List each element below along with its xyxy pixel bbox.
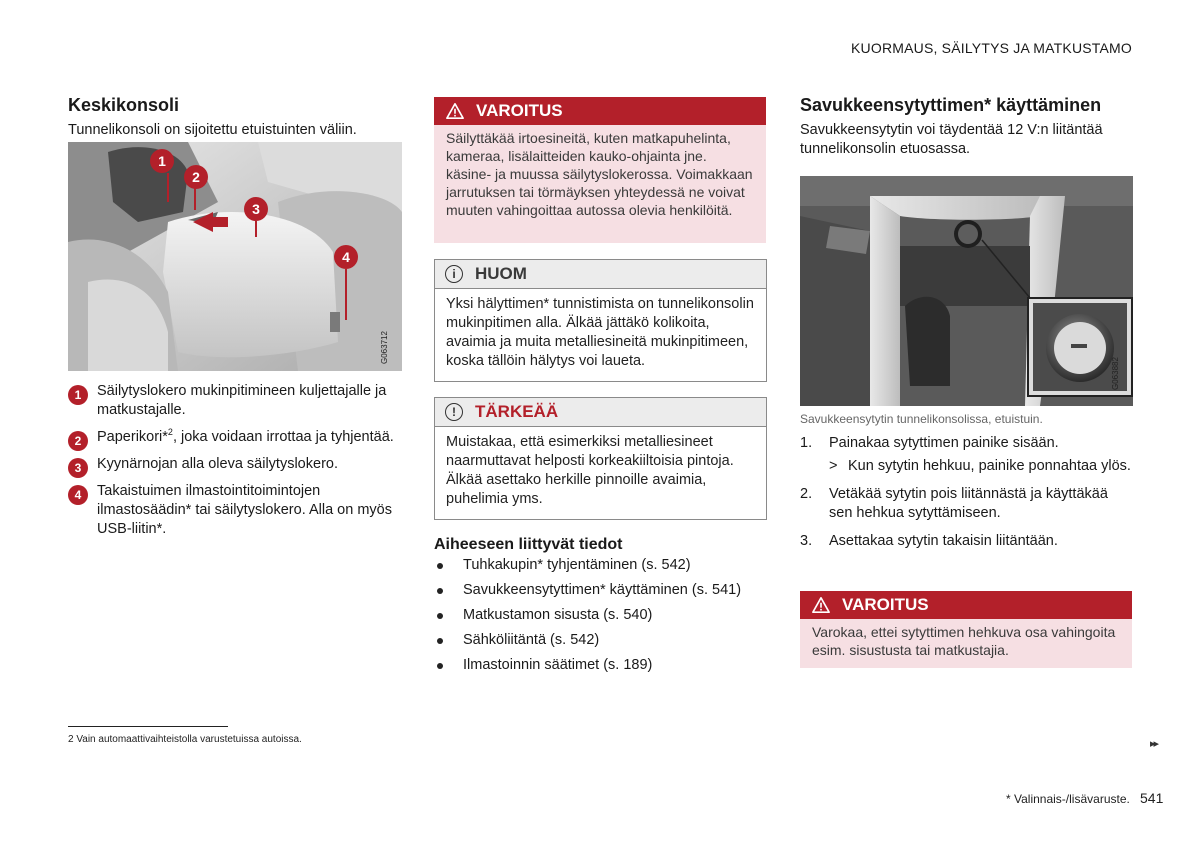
info-circle-icon: i	[445, 265, 463, 283]
footnote-ref: 2	[167, 427, 173, 438]
related-info-list	[434, 556, 764, 681]
next-page-icon[interactable]: ▸▸	[1150, 738, 1158, 750]
section-intro: Tunnelikonsoli on sijoitettu etuistuinten väliin.	[68, 122, 357, 138]
related-info-title: Aiheeseen liittyvät tiedot	[434, 536, 623, 553]
note-label: HUOM	[475, 264, 527, 283]
warning-label: VAROITUS	[476, 101, 563, 120]
number-badge: 2	[68, 431, 88, 451]
related-link[interactable]: Matkustamon sisusta (s. 540)	[434, 606, 764, 625]
image-code: G063712	[380, 331, 389, 364]
step-number: 3.	[800, 533, 813, 549]
cigarette-lighter-photo	[800, 176, 1133, 406]
step-number: 2.	[800, 486, 813, 502]
callout-3: 3	[244, 197, 268, 221]
footnote: 2 Vain automaattivaihteistolla varustetuissa autoissa.	[68, 734, 302, 745]
list-item: 1 Säilytyslokero mukinpitimineen kuljettajalle ja matkustajalle.	[68, 382, 404, 420]
callout-2: 2	[184, 165, 208, 189]
list-item: 3 Kyynärnojan alla oleva säilytyslokero.	[68, 455, 404, 474]
warning-label: VAROITUS	[842, 595, 929, 614]
number-badge: 3	[68, 458, 88, 478]
result-marker: >	[829, 458, 838, 474]
callout-1: 1	[150, 149, 174, 173]
related-link[interactable]: Savukkeensytyttimen* käyttäminen (s. 541)	[434, 581, 764, 600]
warning-box-lighter	[800, 591, 1132, 668]
callout-4: 4	[334, 245, 358, 269]
chapter-title: KUORMAUS, SÄILYTYS JA MATKUSTAMO	[851, 40, 1132, 56]
note-box	[434, 259, 767, 382]
related-link[interactable]: Ilmastoinnin säätimet (s. 189)	[434, 656, 764, 675]
section-intro-lighter: Savukkeensytytin voi täydentää 12 V:n liitäntää tunnelikonsolin etuosassa.	[800, 122, 1103, 157]
warning-triangle-icon	[446, 102, 464, 120]
component-list	[68, 382, 404, 547]
related-link[interactable]: Sähköliitäntä (s. 542)	[434, 631, 764, 650]
image-code: G063882	[1111, 357, 1120, 390]
image-caption: Savukkeensytytin tunnelikonsolissa, etuistuin.	[800, 412, 1043, 426]
page-number: 541	[1140, 790, 1164, 806]
important-text: Muistakaa, että esimerkiksi metalliesineet naarmuttavat helposti korkeakiiltoisia pintoja. Älkää asettako herkille pinnoille avaimia, puhelimia yms.	[435, 426, 766, 518]
note-text: Yksi hälyttimen* tunnistimista on tunnelikonsolin mukinpitimen alla. Älkää jättäkö kolikoita, avaimia ja muita metalliesineitä mukinpitimeen, koska tällöin hälytys voi laueta.	[435, 288, 766, 380]
step-item: 1. Painakaa sytyttimen painike sisään. > Kun sytytin hehkuu, painike ponnahtaa ylös.	[800, 435, 1131, 474]
warning-text: Varokaa, ettei sytyttimen hehkuva osa vahingoita esim. sisustusta tai matkustajia.	[812, 624, 1116, 658]
cigarette-lighter-illustration	[800, 176, 1133, 406]
important-header	[435, 398, 766, 426]
step-item: 3. Asettakaa sytytin takaisin liitäntään.	[800, 533, 1058, 549]
number-badge: 1	[68, 385, 88, 405]
important-label: TÄRKEÄÄ	[475, 402, 559, 421]
footnote-divider	[68, 726, 228, 727]
optional-equipment-note: * Valinnais-/lisävaruste.	[1006, 792, 1130, 806]
step-number: 1.	[800, 435, 813, 451]
section-title-center-console: Keskikonsoli	[68, 95, 180, 115]
important-box	[434, 397, 767, 520]
section-title-cigarette-lighter: Savukkeensytyttimen* käyttäminen	[800, 95, 1102, 115]
warning-header	[434, 97, 766, 125]
list-item: 2 Paperikori*$^2$, joka voidaan irrottaa ja tyhjentää.	[68, 428, 404, 447]
warning-header	[800, 591, 1132, 619]
related-link[interactable]: Tuhkakupin* tyhjentäminen (s. 542)	[434, 556, 764, 575]
note-header	[435, 260, 766, 288]
step-result: > Kun sytytin hehkuu, painike ponnahtaa ylös.	[829, 458, 1131, 474]
exclamation-circle-icon: !	[445, 403, 463, 421]
warning-triangle-icon	[812, 596, 830, 614]
center-console-photo	[68, 142, 402, 371]
warning-text: Säilyttäkää irtoesineitä, kuten matkapuhelinta, kameraa, lisälaitteiden kauko-ohjainta jne. käsine- ja muussa säilytyslokerossa. Voimakkaan jarrutuksen tai törmäyksen yhteydessä ne voivat muuten vahingoittaa autossa olevia henkilöitä.	[446, 130, 753, 218]
step-item: 2. Vetäkää sytytin pois liitännästä ja käyttäkää sen hehkua sytyttämiseen.	[800, 486, 1108, 521]
number-badge: 4	[68, 485, 88, 505]
warning-box	[434, 97, 766, 243]
list-item: 4 Takaistuimen ilmastointitoimintojen ilmastosäädin* tai säilytyslokero. Alla on myös USB-liitin*.	[68, 482, 404, 539]
steps-list	[800, 434, 1132, 560]
